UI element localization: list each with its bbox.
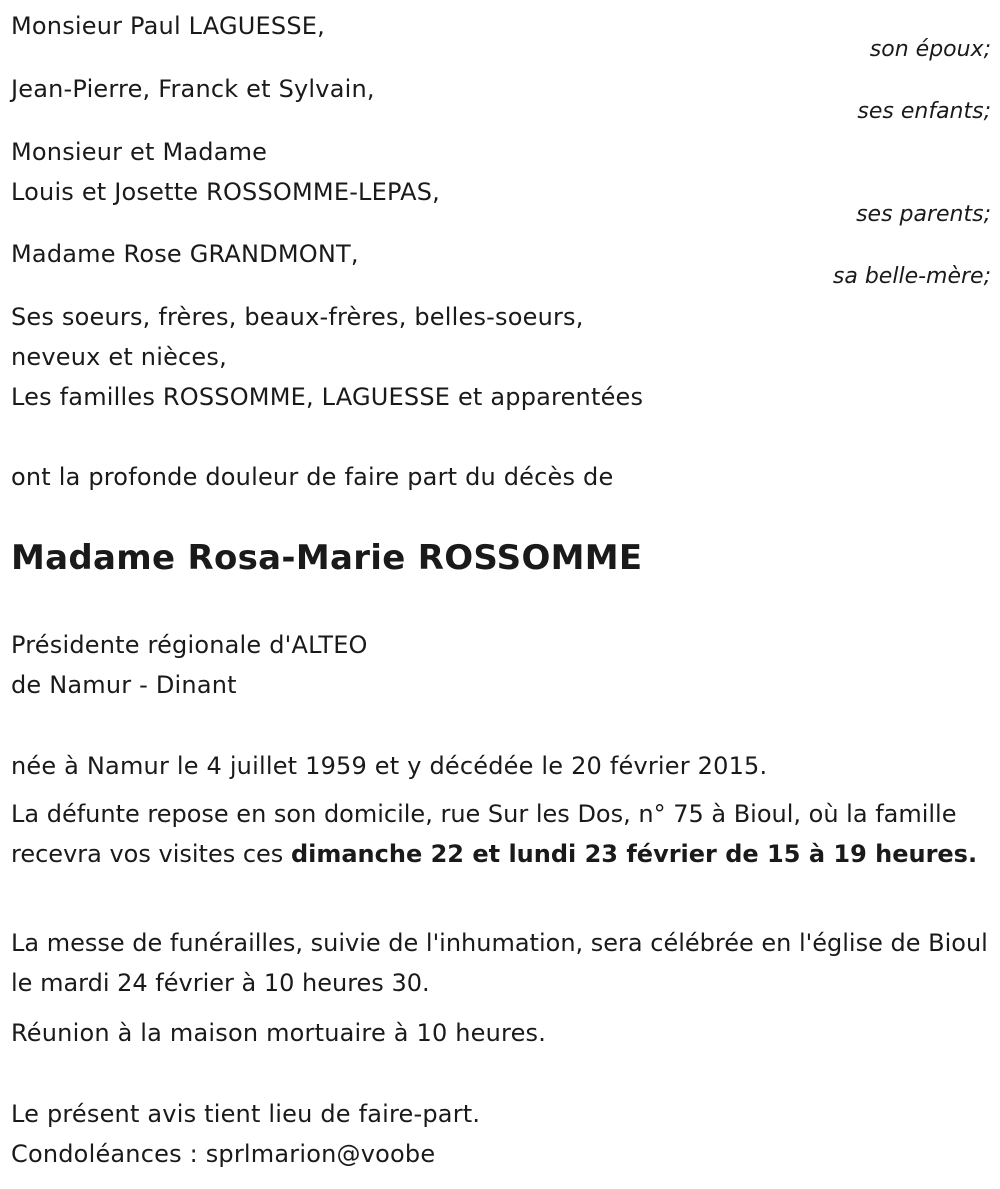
funeral-paragraph: La messe de funérailles, suivie de l'inhumation, sera célébrée en l'église de Bioul le mardi 24 février à 10 heures 30.: [11, 929, 988, 997]
family-name-parents-line2: Louis et Josette ROSSOMME-LEPAS,: [11, 178, 441, 206]
family-name-mother-in-law: Madame Rose GRANDMONT,: [11, 240, 359, 268]
relatives-line-2: neveux et nièces,: [11, 343, 227, 371]
deceased-name: Madame Rosa-Marie ROSSOMME: [11, 538, 643, 578]
visitation-text: La défunte repose en son domicile, rue Sur les Dos, n° 75 à Bioul, où la famille recevra vos visites ces: [11, 800, 957, 868]
family-name-spouse: Monsieur Paul LAGUESSE,: [11, 12, 325, 40]
reunion-text: Réunion à la maison mortuaire à 10 heures.: [11, 1019, 547, 1047]
family-role-children: ses enfants;: [857, 99, 991, 124]
family-name-parents-line1: Monsieur et Madame: [11, 138, 268, 166]
condolences-text: Condoléances : sprlmarion@voobe: [11, 1140, 436, 1168]
relatives-line-1: Ses soeurs, frères, beaux-frères, belles-soeurs,: [11, 303, 584, 331]
family-name-children: Jean-Pierre, Franck et Sylvain,: [11, 75, 375, 103]
relatives-line-3: Les familles ROSSOMME, LAGUESSE et apparentées: [11, 383, 644, 411]
visitation-paragraph: [11, 794, 996, 874]
visitation-dates: dimanche 22 et lundi 23 février de 15 à 19 heures.: [290, 840, 978, 868]
deceased-title-line-1: Présidente régionale d'ALTEO: [11, 631, 368, 659]
notice-text: Le présent avis tient lieu de faire-part.: [11, 1100, 481, 1128]
deceased-title-line-2: de Namur - Dinant: [11, 671, 237, 699]
birth-death-text: née à Namur le 4 juillet 1959 et y décédée le 20 février 2015.: [11, 752, 768, 780]
family-role-spouse: son époux;: [869, 37, 991, 62]
announcement-text: ont la profonde douleur de faire part du décès de: [11, 463, 614, 491]
family-role-parents: ses parents;: [856, 202, 991, 227]
family-role-mother-in-law: sa belle-mère;: [832, 264, 991, 289]
